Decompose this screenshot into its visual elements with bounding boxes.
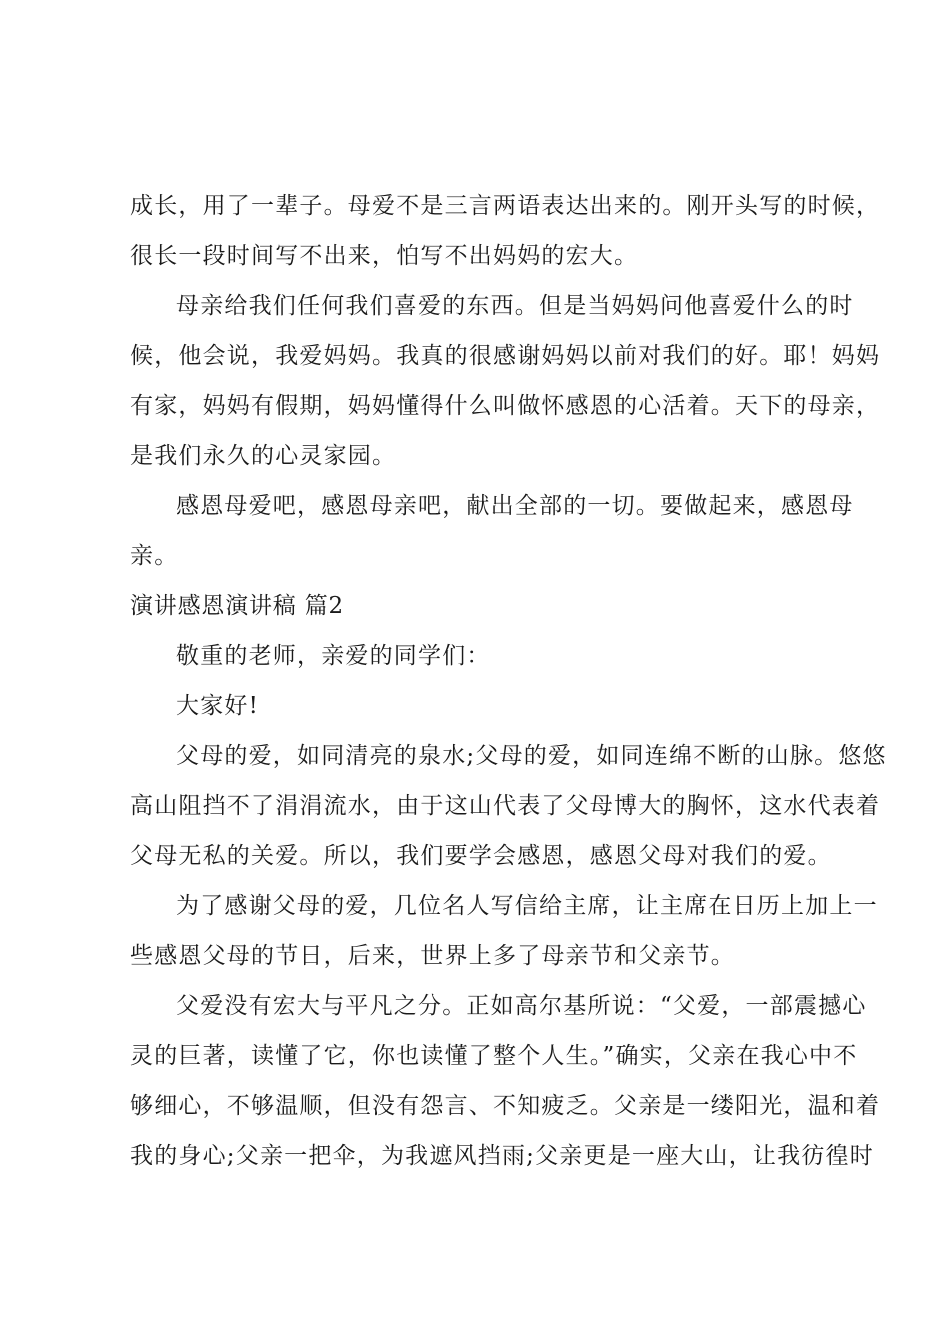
section-heading: 演讲感恩演讲稿 篇2 xyxy=(130,593,344,619)
text-line: 我的身心;父亲一把伞，为我遮风挡雨;父亲更是一座大山，让我彷徨时 xyxy=(130,1143,874,1169)
salutation: 敬重的老师，亲爱的同学们： xyxy=(176,643,491,669)
paragraph-start: 父爱没有宏大与平凡之分。正如高尔基所说：“父爱，一部震撼心 xyxy=(176,993,867,1019)
text-line: 够细心，不够温顺，但没有怨言、不知疲乏。父亲是一缕阳光，温和着 xyxy=(130,1093,881,1119)
greeting: 大家好! xyxy=(176,693,260,719)
text-line: 亲。 xyxy=(130,543,179,569)
text-line: 很长一段时间写不出来，怕写不出妈妈的宏大。 xyxy=(130,243,639,269)
text-line: 是我们永久的心灵家园。 xyxy=(130,443,397,469)
text-line: 灵的巨著，读懂了它，你也读懂了整个人生。”确实，父亲在我心中不 xyxy=(130,1043,858,1069)
text-line: 父母无私的关爱。所以，我们要学会感恩，感恩父母对我们的爱。 xyxy=(130,843,832,869)
paragraph-start: 父母的爱，如同清亮的泉水;父母的爱，如同连绵不断的山脉。悠悠 xyxy=(176,743,887,769)
paragraph-start: 母亲给我们任何我们喜爱的东西。但是当妈妈问他喜爱什么的时 xyxy=(176,293,854,319)
text-line: 有家，妈妈有假期，妈妈懂得什么叫做怀感恩的心活着。天下的母亲， xyxy=(130,393,881,419)
paragraph-start: 感恩母爱吧，感恩母亲吧，献出全部的一切。要做起来，感恩母 xyxy=(176,493,854,519)
text-line: 成长，用了一辈子。母爱不是三言两语表达出来的。刚开头写的时候， xyxy=(130,193,881,219)
text-line: 些感恩父母的节日，后来，世界上多了母亲节和父亲节。 xyxy=(130,943,735,969)
text-line: 高山阻挡不了涓涓流水，由于这山代表了父母博大的胸怀，这水代表着 xyxy=(130,793,881,819)
text-line: 候，他会说，我爱妈妈。我真的很感谢妈妈以前对我们的好。耶！妈妈 xyxy=(130,343,881,369)
paragraph-start: 为了感谢父母的爱，几位名人写信给主席，让主席在日历上加上一 xyxy=(176,893,878,919)
